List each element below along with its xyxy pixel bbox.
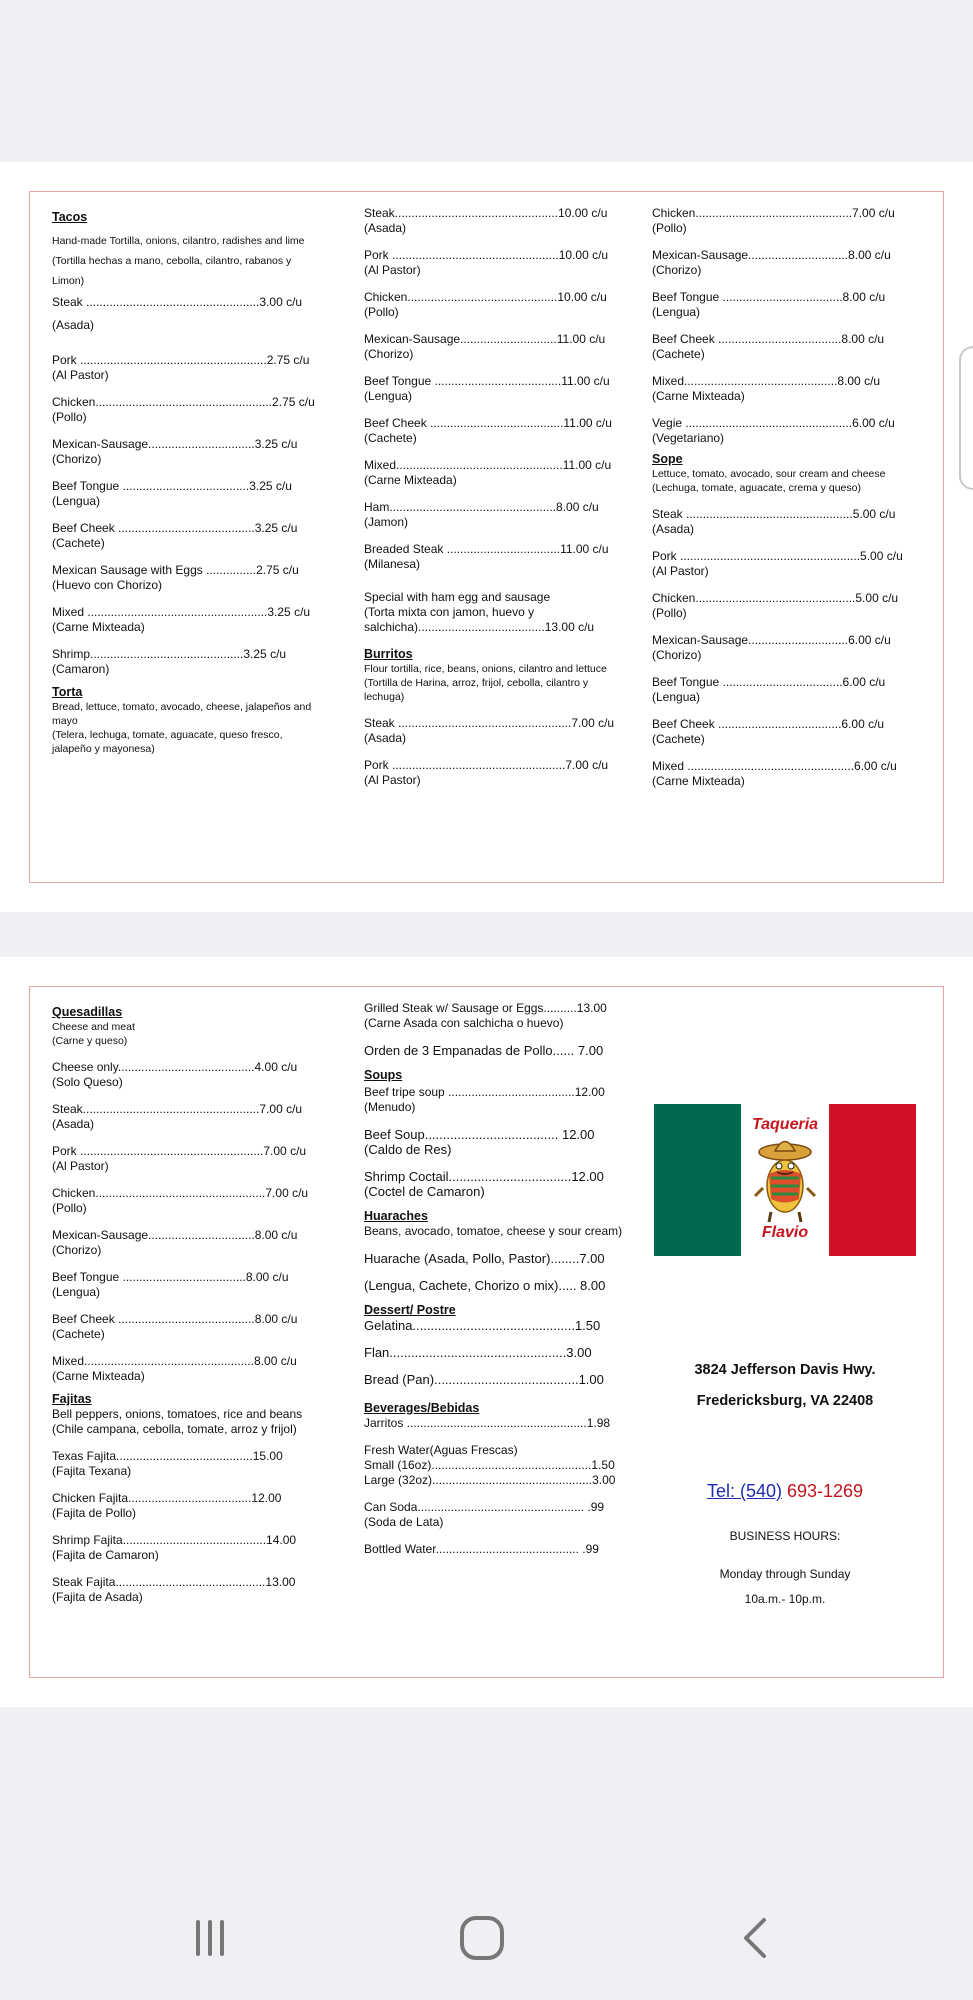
menu-item <box>52 395 322 425</box>
navigation-bar <box>0 1880 973 1990</box>
menu-frame <box>29 191 944 883</box>
menu-item-name: Beef Tongue ....................................8.00 c/u <box>652 290 886 304</box>
business-hours-title: BUSINESS HOURS: <box>729 1529 841 1543</box>
menu-item <box>52 1575 322 1605</box>
menu-item <box>52 1491 322 1521</box>
menu-item-sub: (Asada) <box>52 1117 95 1131</box>
menu-item-can-soda-sub: (Soda de Lata) <box>364 1515 444 1529</box>
special-line: (Torta mixta con jamon, huevo y <box>364 605 535 619</box>
menu-item-sub: (Huevo con Chorizo) <box>52 578 163 592</box>
menu-item-sub: (Cachete) <box>52 536 105 550</box>
menu-item-sub: (Cachete) <box>652 347 705 361</box>
menu-item-name: Beef Tongue ......................................11.00 c/u <box>364 374 610 388</box>
menu-item-sub: (Chorizo) <box>52 1243 102 1257</box>
menu-item-bottled-water: Bottled Water........................................... .99 <box>364 1542 599 1556</box>
menu-item <box>52 563 322 593</box>
taqueria-flavio-logo <box>654 1104 916 1256</box>
business-hours-time: 10a.m.- 10p.m. <box>744 1592 826 1606</box>
menu-item-sub: (Asada) <box>364 221 407 235</box>
menu-item-gelatina: Gelatina.............................................1.50 <box>364 1318 601 1333</box>
edge-panel-handle[interactable] <box>959 346 973 490</box>
recent-apps-button[interactable] <box>180 1908 240 1968</box>
menu-item-name: Beef Tongue ......................................3.25 c/u <box>52 479 292 493</box>
menu-item <box>364 1169 624 1199</box>
menu-item-huarache-1: Huarache (Asada, Pollo, Pastor)........7.00 <box>364 1251 605 1266</box>
menu-item <box>364 716 624 746</box>
address-line-1: 3824 Jefferson Davis Hwy. <box>694 1362 876 1378</box>
menu-item-name: Mexican-Sausage................................3.25 c/u <box>52 437 298 451</box>
menu-item-bread: Bread (Pan)........................................1.00 <box>364 1372 604 1387</box>
menu-item-name: Chicken.....................................................2.75 c/u <box>52 395 315 409</box>
menu-item-sub: (Chorizo) <box>52 452 102 466</box>
menu-item-name: Mixed...................................................8.00 c/u <box>52 1354 297 1368</box>
menu-item <box>652 759 927 789</box>
menu-item-name: Mexican-Sausage..............................8.00 c/u <box>652 248 891 262</box>
menu-item-name: Mexican-Sausage..............................6.00 c/u <box>652 633 891 647</box>
section-title-tacos: Tacos <box>52 210 88 224</box>
menu-item <box>52 1449 322 1479</box>
menu-item <box>364 542 624 572</box>
menu-item <box>52 521 322 551</box>
home-button[interactable] <box>452 1908 512 1968</box>
menu-item-sub: (Carne Mixteada) <box>652 389 745 403</box>
menu-item-sub: (Pollo) <box>652 221 687 235</box>
back-icon <box>736 1916 776 1960</box>
menu-item-sub: (Asada) <box>52 318 95 332</box>
recent-apps-icon <box>188 1916 232 1960</box>
menu-item-name: Steak.................................................10.00 c/u <box>364 206 608 220</box>
menu-column-2 <box>364 1001 624 1557</box>
menu-item-sub: (Carne Mixteada) <box>52 1369 145 1383</box>
section-title-dessert: Dessert/ Postre <box>364 1303 456 1317</box>
special-line: Special with ham egg and sausage <box>364 590 551 604</box>
menu-item <box>652 591 927 621</box>
menu-item-name: Pork ......................................................5.00 c/u <box>652 549 903 563</box>
menu-item <box>364 1085 624 1115</box>
menu-page-2 <box>0 957 973 1707</box>
menu-item <box>52 647 322 677</box>
menu-item <box>52 437 322 467</box>
menu-item <box>52 1533 322 1563</box>
menu-item-sub: (Fajita de Asada) <box>52 1590 143 1604</box>
menu-item <box>364 758 624 788</box>
menu-item-name: Mexican-Sausage................................8.00 c/u <box>52 1228 298 1242</box>
menu-item <box>52 1270 322 1300</box>
back-button[interactable] <box>726 1908 786 1968</box>
menu-item-name: Ham..................................................8.00 c/u <box>364 500 599 514</box>
menu-item-name: Chicken...............................................7.00 c/u <box>652 206 895 220</box>
menu-item-jarritos: Jarritos ......................................................1.98 <box>364 1416 611 1430</box>
menu-column-1 <box>52 206 322 756</box>
menu-item-empanadas: Orden de 3 Empanadas de Pollo...... 7.00 <box>364 1043 604 1058</box>
menu-item-sub: (Caldo de Res) <box>364 1142 452 1157</box>
telephone-number: 693-1269 <box>781 1481 864 1501</box>
menu-item-name: Beef Cheek .........................................8.00 c/u <box>52 1312 298 1326</box>
menu-item-flan: Flan.................................................3.00 <box>364 1345 592 1360</box>
home-icon <box>458 1914 506 1962</box>
menu-item-sub: (Asada) <box>364 731 407 745</box>
menu-item <box>364 1127 624 1157</box>
menu-item-large: Large (32oz)................................................3.00 <box>364 1473 616 1487</box>
tacos-desc-en: Hand-made Tortilla, onions, cilantro, radishes and lime <box>52 235 305 247</box>
logo-text-taqueria: Taqueria <box>751 1116 819 1133</box>
menu-page-1 <box>0 162 973 912</box>
huaraches-desc: Beans, avocado, tomatoe, cheese y sour cream) <box>364 1224 623 1238</box>
menu-item-sub: (Coctel de Camaron) <box>364 1184 485 1199</box>
menu-item <box>52 1186 322 1216</box>
menu-item-sub: (Al Pastor) <box>364 773 421 787</box>
sope-desc-es: (Lechuga, tomate, aguacate, crema y queso) <box>652 482 861 494</box>
menu-item-name: Mixed ......................................................3.25 c/u <box>52 605 311 619</box>
menu-item-name: Beef Cheek .........................................3.25 c/u <box>52 521 298 535</box>
menu-item <box>364 206 624 236</box>
menu-item-sub: (Cachete) <box>652 732 705 746</box>
menu-item-sub: (Pollo) <box>652 606 687 620</box>
menu-item-sub: (Carne Mixteada) <box>52 620 145 634</box>
flag-white-band <box>741 1104 829 1256</box>
menu-item-name: Grilled Steak w/ Sausage or Eggs..........13.00 <box>364 1001 607 1015</box>
menu-item <box>52 1144 322 1174</box>
menu-item-name: Mixed..............................................8.00 c/u <box>652 374 881 388</box>
menu-column-2 <box>364 206 624 788</box>
logo-text-flavio: Flavio <box>761 1224 809 1241</box>
telephone-link[interactable]: Tel: (540) <box>706 1481 782 1501</box>
menu-item <box>364 416 624 446</box>
burritos-desc-es: (Tortilla de Harina, arroz, frijol, cebolla, cilantro y lechuga) <box>364 677 589 703</box>
menu-item-sub: (Al Pastor) <box>52 368 109 382</box>
menu-item-sub: (Camaron) <box>52 662 110 676</box>
menu-item-sub: (Pollo) <box>52 410 87 424</box>
menu-item <box>52 1102 322 1132</box>
menu-item <box>652 675 927 705</box>
menu-item-sub: (Carne Asada con salchicha o huevo) <box>364 1016 564 1030</box>
menu-item-name: Pork .......................................................7.00 c/u <box>52 1144 307 1158</box>
menu-frame <box>29 986 944 1678</box>
menu-item <box>364 500 624 530</box>
menu-item <box>52 1354 322 1384</box>
menu-item-name: Beef Cheek .....................................8.00 c/u <box>652 332 885 346</box>
menu-item <box>652 332 927 362</box>
menu-item <box>52 1060 322 1090</box>
menu-item <box>52 1228 322 1258</box>
menu-item-name: Vegie ..................................................6.00 c/u <box>652 416 895 430</box>
menu-item-name: Mixed ..................................................6.00 c/u <box>652 759 897 773</box>
menu-item-sub: (Chorizo) <box>364 347 414 361</box>
burritos-desc-en: Flour tortilla, rice, beans, onions, cilantro and lettuce <box>364 663 607 675</box>
section-title-soups: Soups <box>364 1068 403 1082</box>
menu-item-name: Chicken Fajita.....................................12.00 <box>52 1491 282 1505</box>
menu-item-name: Steak.....................................................7.00 c/u <box>52 1102 303 1116</box>
menu-item <box>364 458 624 488</box>
menu-item-sub: (Cachete) <box>52 1327 105 1341</box>
menu-item-name: Beef Cheek .....................................6.00 c/u <box>652 717 885 731</box>
menu-item-sub: (Jamon) <box>364 515 409 529</box>
fajitas-desc-en: Bell peppers, onions, tomatoes, rice and beans <box>52 1407 303 1421</box>
menu-item-sub: (Milanesa) <box>364 557 421 571</box>
menu-item-name: Cheese only.........................................4.00 c/u <box>52 1060 298 1074</box>
menu-item-name: Breaded Steak ..................................11.00 c/u <box>364 542 609 556</box>
flag-green-band <box>654 1104 741 1256</box>
address-line-2: Fredericksburg, VA 22408 <box>696 1393 874 1409</box>
menu-item <box>652 248 927 278</box>
business-hours-days: Monday through Sunday <box>719 1567 851 1581</box>
menu-item <box>364 1001 624 1031</box>
menu-item-name: Beef tripe soup ......................................12.00 <box>364 1085 605 1099</box>
menu-item-small: Small (16oz)................................................1.50 <box>364 1458 615 1472</box>
menu-item-name: Mexican Sausage with Eggs ...............2.75 c/u <box>52 563 299 577</box>
menu-item-sub: (Lengua) <box>364 389 413 403</box>
menu-item-name: Chicken...................................................7.00 c/u <box>52 1186 309 1200</box>
menu-item-name: Shrimp..............................................3.25 c/u <box>52 647 287 661</box>
menu-item-sub: (Lengua) <box>52 1285 101 1299</box>
menu-item <box>652 549 927 579</box>
menu-item <box>52 353 322 383</box>
section-title-fajitas: Fajitas <box>52 1392 92 1406</box>
menu-item <box>52 295 322 333</box>
menu-item <box>652 374 927 404</box>
menu-item-sub: (Lengua) <box>652 690 701 704</box>
menu-item-sub: (Al Pastor) <box>652 564 709 578</box>
menu-item-sub: (Carne Mixteada) <box>364 473 457 487</box>
menu-item-name: Beef Soup..................................... 12.00 <box>364 1127 595 1142</box>
menu-item-name: Chicken.............................................10.00 c/u <box>364 290 607 304</box>
menu-item-name: Shrimp Fajita...........................................14.00 <box>52 1533 297 1547</box>
menu-item-sub: (Fajita de Pollo) <box>52 1506 137 1520</box>
fajitas-desc-es: (Chile campana, cebolla, tomate, arroz y frijol) <box>52 1422 297 1436</box>
menu-item <box>52 605 322 635</box>
menu-item-name: Steak ....................................................7.00 c/u <box>364 716 615 730</box>
menu-item-sub: (Fajita Texana) <box>52 1464 132 1478</box>
menu-item-name: Beef Tongue ....................................6.00 c/u <box>652 675 886 689</box>
section-title-huaraches: Huaraches <box>364 1209 428 1223</box>
menu-item-sub: (Vegetariano) <box>652 431 725 445</box>
menu-item <box>652 633 927 663</box>
menu-item-name: Shrimp Coctail..................................12.00 <box>364 1169 604 1184</box>
menu-item-sub: (Lengua) <box>52 494 101 508</box>
menu-item-can-soda: Can Soda.................................................. .99 <box>364 1500 605 1514</box>
sope-desc-en: Lettuce, tomato, avocado, sour cream and cheese <box>652 468 886 480</box>
menu-item-name: Steak ....................................................3.00 c/u <box>52 295 303 309</box>
menu-item-sub: (Solo Queso) <box>52 1075 123 1089</box>
menu-item-name: Pork ..................................................10.00 c/u <box>364 248 609 262</box>
menu-item <box>652 416 927 446</box>
menu-item-fresh-water: Fresh Water(Aguas Frescas) <box>364 1443 518 1457</box>
menu-item-name: Steak ..................................................5.00 c/u <box>652 507 896 521</box>
menu-item-name: Mixed..................................................11.00 c/u <box>364 458 612 472</box>
menu-item-sub: (Pollo) <box>364 305 399 319</box>
menu-item <box>364 248 624 278</box>
menu-item <box>364 290 624 320</box>
menu-item-sub: (Al Pastor) <box>52 1159 109 1173</box>
menu-item <box>652 717 927 747</box>
section-title-sope: Sope <box>652 452 683 466</box>
menu-item-name: Beef Tongue .....................................8.00 c/u <box>52 1270 289 1284</box>
torta-desc-en: Bread, lettuce, tomato, avocado, cheese, jalapeños and mayo <box>52 701 312 727</box>
menu-column-3 <box>652 206 927 789</box>
quesadillas-desc-en: Cheese and meat <box>52 1021 135 1033</box>
menu-item-name: Beef Cheek ........................................11.00 c/u <box>364 416 612 430</box>
menu-item-name: Pork ....................................................7.00 c/u <box>364 758 609 772</box>
tacos-desc-es: (Tortilla hechas a mano, cebolla, cilantro, rabanos y Limon) <box>52 255 292 287</box>
menu-item <box>52 1312 322 1342</box>
special-line: salchicha)......................................13.00 c/u <box>364 620 595 634</box>
menu-item-name: Mexican-Sausage.............................11.00 c/u <box>364 332 606 346</box>
flag-red-band <box>829 1104 916 1256</box>
menu-item <box>364 332 624 362</box>
section-title-burritos: Burritos <box>364 647 413 661</box>
menu-item <box>364 374 624 404</box>
section-title-torta: Torta <box>52 685 83 699</box>
menu-item-sub: (Chorizo) <box>652 648 702 662</box>
menu-item-sub: (Lengua) <box>652 305 701 319</box>
menu-item-sub: (Menudo) <box>364 1100 416 1114</box>
menu-item-sub: (Fajita de Camaron) <box>52 1548 159 1562</box>
menu-item-sub: (Pollo) <box>52 1201 87 1215</box>
menu-item-name: Chicken................................................5.00 c/u <box>652 591 899 605</box>
menu-column-1 <box>52 1001 322 1605</box>
menu-item-name: Texas Fajita.........................................15.00 <box>52 1449 283 1463</box>
section-title-quesadillas: Quesadillas <box>52 1005 123 1019</box>
special-item <box>364 590 624 635</box>
menu-item <box>652 290 927 320</box>
menu-item-sub: (Cachete) <box>364 431 417 445</box>
torta-desc-es: (Telera, lechuga, tomate, aguacate, queso fresco, jalapeño y mayonesa) <box>52 729 283 755</box>
section-title-beverages: Beverages/Bebidas <box>364 1401 480 1415</box>
menu-item-name: Steak Fajita.............................................13.00 <box>52 1575 296 1589</box>
menu-item-name: Pork ........................................................2.75 c/u <box>52 353 310 367</box>
menu-item-sub: (Carne Mixteada) <box>652 774 745 788</box>
menu-item <box>652 507 927 537</box>
menu-item-sub: (Al Pastor) <box>364 263 421 277</box>
telephone[interactable] <box>670 1481 900 1502</box>
menu-item-sub: (Chorizo) <box>652 263 702 277</box>
quesadillas-desc-es: (Carne y queso) <box>52 1035 128 1047</box>
menu-item <box>652 206 927 236</box>
menu-item-huarache-2: (Lengua, Cachete, Chorizo o mix)..... 8.00 <box>364 1278 606 1293</box>
menu-item-sub: (Asada) <box>652 522 695 536</box>
menu-item <box>52 479 322 509</box>
